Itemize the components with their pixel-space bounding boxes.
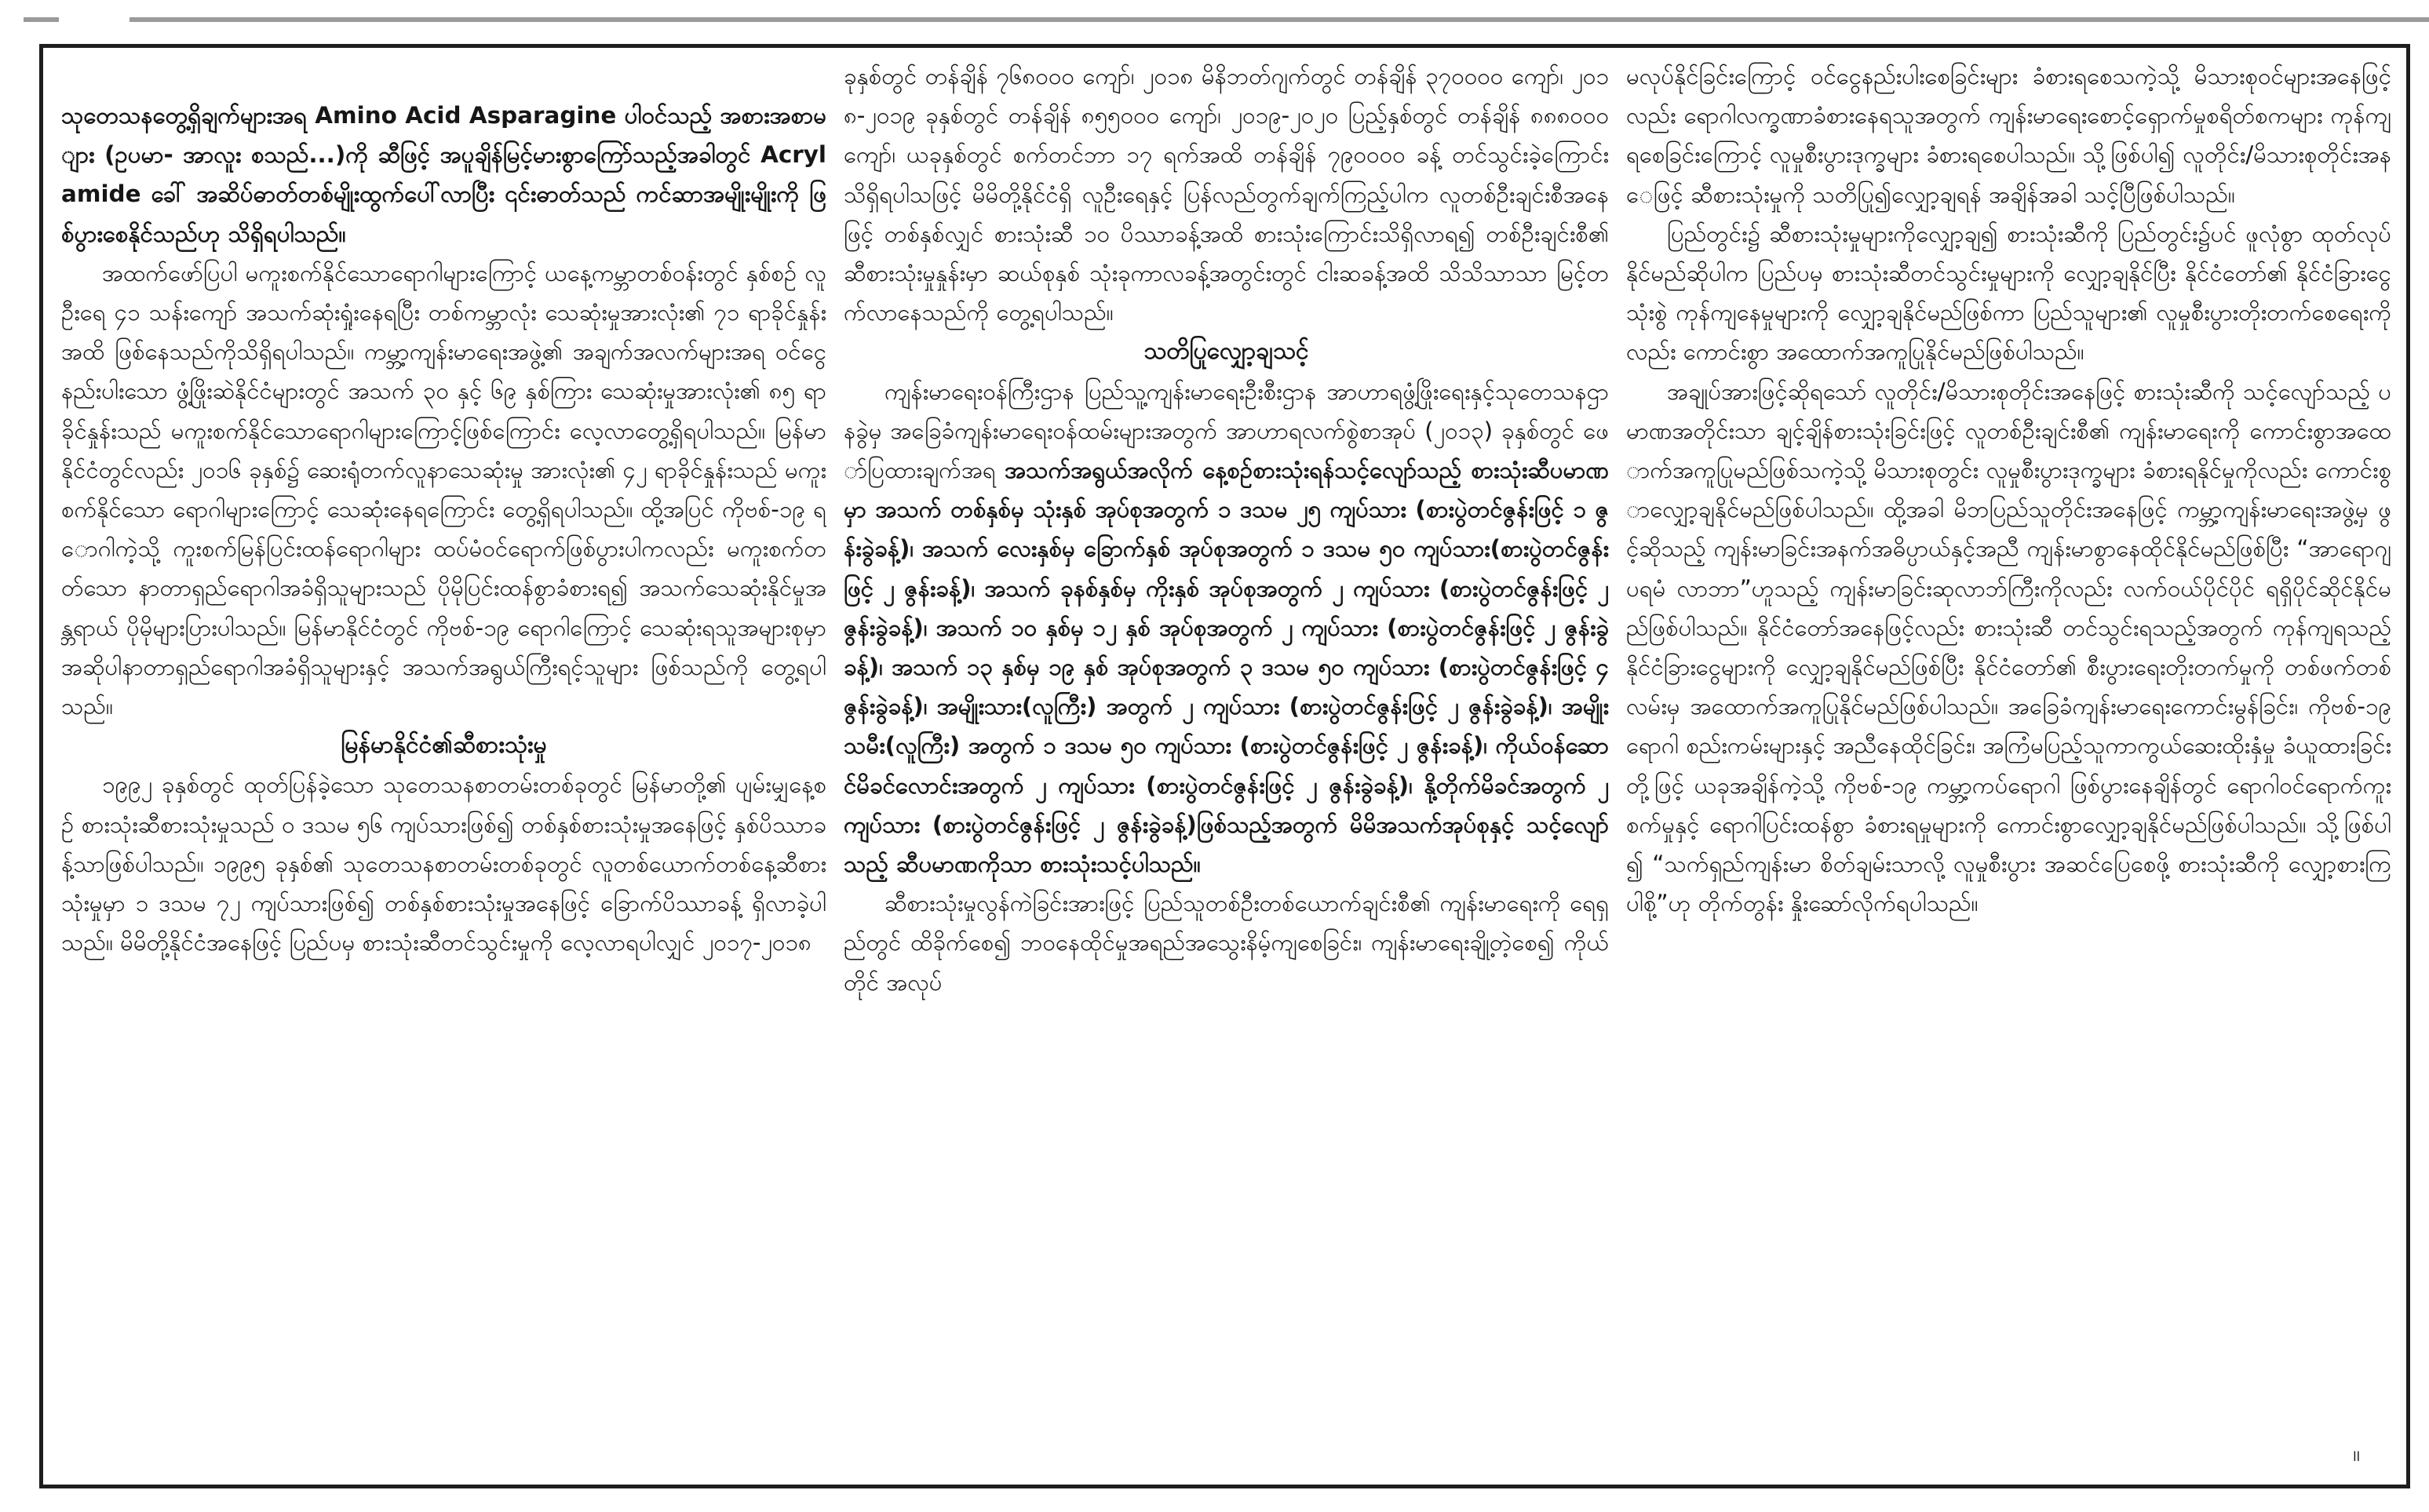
paragraph-guideline [844, 372, 1609, 884]
column-1 [61, 56, 826, 1512]
top-rule [24, 17, 2429, 22]
end-mark: ။ [2353, 1439, 2360, 1466]
paragraph-intro: သုတေသနတွေ့ရှိချက်များအရ Amino Acid Asparagine ပါဝင်သည့် အစားအစာများ (ဥပမာ- အာလူး စသည်...)ကို ဆီဖြင့် အပူချိန်မြင့်မားစွာကြော်သည့်အခါတွင် Acrylamide ခေါ် အဆိပ်ဓာတ်တစ်မျိုးထွက်ပေါ်လာပြီး ၎င်းဓာတ်သည် ကင်ဆာအမျိုးမျိုးကို ဖြစ်ပွားစေနိုင်သည်ဟု သိရှိရပါသည်။ [61, 102, 826, 247]
paragraph-family: မလုပ်နိုင်ခြင်းကြောင့် ဝင်ငွေနည်းပါးစေခြင်းများ ခံစားရစေသကဲ့သို့ မိသားစုဝင်များအနေဖြင့်လည်း ရောဂါလက္ခဏာခံစားနေရသူအတွက် ကျန်းမာရေးစောင့်ရှောက်မှုစရိတ်စကများ ကုန်ကျရစေခြင်းကြောင့် လူမှုစီးပွားဒုက္ခများ ခံစားရစေပါသည်။ သို့ဖြစ်ပါ၍ လူတိုင်း/မိသားစုတိုင်းအနေဖြင့် ဆီစားသုံးမှုကို သတိပြု၍လျှော့ချရန် အချိန်အခါ သင့်ပြီဖြစ်ပါသည်။ [1626, 63, 2391, 208]
guideline-amounts: အသက်အရွယ်အလိုက် နေ့စဉ်စားသုံးရန်သင့်လျော်သည့် စားသုံးဆီပမာဏမှာ အသက် တစ်နှစ်မှ သုံးနှစ် အုပ်စုအတွက် ၁ ဒသမ ၂၅ ကျပ်သား (စားပွဲတင်ဇွန်းဖြင့် ၁ ဇွန်းခွဲခန့်)၊ အသက် လေးနှစ်မှ ခြောက်နှစ် အုပ်စုအတွက် ၁ ဒသမ ၅၀ ကျပ်သား(စားပွဲတင်ဇွန်းဖြင့် ၂ ဇွန်းခန့်)၊ အသက် ခုနစ်နှစ်မှ ကိုးနှစ် အုပ်စုအတွက် ၂ ကျပ်သား (စားပွဲတင်ဇွန်းဖြင့် ၂ ဇွန်းခွဲခန့်)၊ အသက် ၁၀ နှစ်မှ ၁၂ နှစ် အုပ်စုအတွက် ၂ ကျပ်သား (စားပွဲတင်ဇွန်းဖြင့် ၂ ဇွန်းခွဲခန့်)၊ အသက် ၁၃ နှစ်မှ ၁၉ နှစ် အုပ်စုအတွက် ၃ ဒသမ ၅၀ ကျပ်သား (စားပွဲတင်ဇွန်းဖြင့် ၄ ဇွန်းခွဲခန့်)၊ အမျိုးသား(လူကြီး) အတွက် ၂ ကျပ်သား (စားပွဲတင်ဇွန်းဖြင့် ၂ ဇွန်းခွဲခန့်)၊ အမျိုးသမီး(လူကြီး) အတွက် ၁ ဒသမ ၅၀ ကျပ်သား (စားပွဲတင်ဇွန်းဖြင့် ၂ ဇွန်းခန့်)၊ ကိုယ်ဝန်ဆောင်မိခင်လောင်းအတွက် ၂ ကျပ်သား (စားပွဲတင်ဇွန်းဖြင့် ၂ ဇွန်းခွဲခန့်)၊ နို့တိုက်မိခင်အတွက် ၂ ကျပ်သား (စားပွဲတင်ဇွန်းဖြင့် ၂ ဇွန်းခွဲခန့်)ဖြစ်သည့်အတွက် မိမိအသက်အုပ်စုနှင့် သင့်လျော်သည့် ဆီပမာဏကိုသာ စားသုံးသင့်ပါသည်။ [844, 457, 1609, 878]
paragraph-consumption: ၁၉၉၂ ခုနှစ်တွင် ထုတ်ပြန်ခဲ့သော သုတေသနစာတမ်းတစ်ခုတွင် မြန်မာတို့၏ ပျမ်းမျှနေ့စဉ် စားသုံးဆီစားသုံးမှုသည် ဝ ဒသမ ၅၆ ကျပ်သားဖြစ်၍ တစ်နှစ်စားသုံးမှုအနေဖြင့် နှစ်ပိဿာခန့်သာဖြစ်ပါသည်။ ၁၉၉၅ ခုနှစ်၏ သုတေသနစာတမ်းတစ်ခုတွင် လူတစ်ယောက်တစ်နေ့ဆီစားသုံးမှုမှာ ၁ ဒသမ ၇၂ ကျပ်သားဖြစ်၍ တစ်နှစ်စားသုံးမှုအနေဖြင့် ခြောက်ပိဿာခန့် ရှိလာခဲ့ပါသည်။ မိမိတို့နိုင်ငံအနေဖြင့် ပြည်ပမှ စားသုံးဆီတင်သွင်းမှုကို လေ့လာရပါလျှင် ၂၀၁၇-၂၀၁၈ [61, 771, 826, 956]
column-3 [1626, 56, 2391, 1473]
paragraph-domestic: ပြည်တွင်း၌ ဆီစားသုံးမှုများကိုလျှော့ချ၍ စားသုံးဆီကို ပြည်တွင်း၌ပင် ဖူလုံစွာ ထုတ်လုပ်နိုင်မည်ဆိုပါက ပြည်ပမှ စားသုံးဆီတင်သွင်းမှုများကို လျှော့ချနိုင်ပြီး နိုင်ငံတော်၏ နိုင်ငံခြားငွေသုံးစွဲ ကုန်ကျနေမှုများကို လျှော့ချနိုင်မည်ဖြစ်ကာ ပြည်သူများ၏ လူမှုစီးပွားတိုးတက်စေရေးကိုလည်း ကောင်းစွာ အထောက်အကူပြုနိုင်မည်ဖြစ်ပါသည်။ [1626, 220, 2391, 366]
top-tab [59, 11, 129, 30]
paragraph-ncd: အထက်ဖော်ပြပါ မကူးစက်နိုင်သောရောဂါများကြောင့် ယနေ့ကမ္ဘာတစ်ဝန်းတွင် နှစ်စဉ် လူဦးရေ ၄၁ သန်းကျော် အသက်ဆုံးရှုံးနေရပြီး တစ်ကမ္ဘာလုံး သေဆုံးမှုအားလုံး၏ ၇၁ ရာခိုင်နှုန်းအထိ ဖြစ်နေသည်ကိုသိရှိရပါသည်။ ကမ္ဘာ့ကျန်းမာရေးအဖွဲ့၏ အချက်အလက်များအရ ဝင်ငွေနည်းပါးသော ဖွံ့ဖြိုးဆဲနိုင်ငံများတွင် အသက် ၃၀ နှင့် ၆၉ နှစ်ကြား သေဆုံးမှုအားလုံး၏ ၈၅ ရာခိုင်နှုန်းသည် မကူးစက်နိုင်သောရောဂါများကြောင့်ဖြစ်ကြောင်း လေ့လာတွေ့ရှိရပါသည်။ မြန်မာနိုင်ငံတွင်လည်း ၂၀၁၆ ခုနှစ်၌ ဆေးရုံတက်လူနာသေဆုံးမှု အားလုံး၏ ၄၂ ရာခိုင်နှုန်းသည် မကူးစက်နိုင်သော ရောဂါများကြောင့် သေဆုံးနေရကြောင်း တွေ့ရှိရပါသည်။ ထို့အပြင် ကိုဗစ်-၁၉ ရောဂါကဲ့သို့ ကူးစက်မြန်ပြင်းထန်ရောဂါများ ထပ်မံဝင်ရောက်ဖြစ်ပွားပါကလည်း မကူးစက်တတ်သော နာတာရှည်ရောဂါအခံရှိသူများသည် ပိုမိုပြင်းထန်စွာခံစားရ၍ အသက်သေဆုံးနိုင်မှုအန္တရာယ် ပိုမိုများပြားပါသည်။ မြန်မာနိုင်ငံတွင် ကိုဗစ်-၁၉ ရောဂါကြောင့် သေဆုံးရသူအများစုမှာ အဆိုပါနာတာရှည်ရောဂါအခံရှိသူများနှင့် အသက်အရွယ်ကြီးရင့်သူများ ဖြစ်သည်ကို တွေ့ရပါသည်။ [61, 259, 826, 720]
paragraph-imports: ခုနှစ်တွင် တန်ချိန် ၇၆၈၀၀၀ ကျော်၊ ၂၀၁၈ မိနိဘတ်ဂျက်တွင် တန်ချိန် ၃၇၀၀၀၀ ကျော်၊ ၂၀၁၈-၂၀၁၉ ခုနှစ်တွင် တန်ချိန် ၈၅၅၀၀၀ ကျော်၊ ၂၀၁၉-၂၀၂၀ ပြည့်နှစ်တွင် တန်ချိန် ၈၈၈၀၀၀ ကျော်၊ ယခုနှစ်တွင် စက်တင်ဘာ ၁၇ ရက်အထိ တန်ချိန် ၇၉၀၀၀၀ ခန့် တင်သွင်းခဲ့ကြောင်း သိရှိရပါသဖြင့် မိမိတို့နိုင်ငံရှိ လူဦးရေနှင့် ပြန်လည်တွက်ချက်ကြည့်ပါက လူတစ်ဦးချင်းစီအနေဖြင့် တစ်နှစ်လျှင် စားသုံးဆီ ၁၀ ပိဿာခန့်အထိ စားသုံးကြောင်းသိရှိလာရ၍ တစ်ဦးချင်းစီ၏ ဆီစားသုံးမှုနှုန်းမှာ ဆယ်စုနှစ် သုံးခုကာလခန့်အတွင်းတွင် ငါးဆခန့်အထိ သိသိသာသာ မြင့်တက်လာနေသည်ကို တွေ့ရပါသည်။ [844, 63, 1609, 326]
section-heading-reduce: သတိပြုလျှော့ချသင့် [1143, 337, 1309, 366]
section-heading-myanmar-oil: မြန်မာနိုင်ငံ၏ဆီစားသုံးမှု [341, 731, 547, 760]
paragraph-harm: ဆီစားသုံးမှုလွန်ကဲခြင်းအားဖြင့် ပြည်သူတစ်ဦးတစ်ယောက်ချင်းစီ၏ ကျန်းမာရေးကို ရေရှည်တွင် ထိခိုက်စေ၍ ဘဝနေထိုင်မှုအရည်အသွေးနိမ့်ကျစေခြင်း၊ ကျန်းမာရေးချို့တဲ့စေ၍ ကိုယ်တိုင် အလုပ် [844, 890, 1609, 996]
paragraph-conclusion: အချုပ်အားဖြင့်ဆိုရသော် လူတိုင်း/မိသားစုတိုင်းအနေဖြင့် စားသုံးဆီကို သင့်လျော်သည့် ပမာဏအတိုင်းသာ ချင့်ချိန်စားသုံးခြင်းဖြင့် လူတစ်ဦးချင်းစီ၏ ကျန်းမာရေးကို ကောင်းစွာအထောက်အကူပြုမည်ဖြစ်သကဲ့သို့ မိသားစုတွင်း လူမှုစီးပွားဒုက္ခများ ခံစားရနိုင်မှုကိုလည်း ကောင်းစွာလျှော့ချနိုင်မည်ဖြစ်ပါသည်။ ထို့အခါ မိဘပြည်သူတိုင်းအနေဖြင့် ကမ္ဘာ့ကျန်းမာရေးအဖွဲ့မှ ဖွင့်ဆိုသည့် ကျန်းမာခြင်းအနက်အဓိပ္ပာယ်နှင့်အညီ ကျန်းမာစွာနေထိုင်နိုင်မည်ဖြစ်ပြီး “အာရောဂျ ပရမံ လာဘာ”ဟူသည့် ကျန်းမာခြင်းဆုလာဘ်ကြီးကိုလည်း လက်ဝယ်ပိုင်ပိုင် ရရှိပိုင်ဆိုင်နိုင်မည်ဖြစ်ပါသည်။ နိုင်ငံတော်အနေဖြင့်လည်း စားသုံးဆီ တင်သွင်းရသည့်အတွက် ကုန်ကျရသည့် နိုင်ငံခြားငွေများကို လျှော့ချနိုင်မည်ဖြစ်ပြီး နိုင်ငံတော်၏ စီးပွားရေးတိုးတက်မှုကို တစ်ဖက်တစ်လမ်းမှ အထောက်အကူပြုနိုင်မည်ဖြစ်ပါသည်။ အခြေခံကျန်းမာရေးကောင်းမွန်ခြင်း၊ ကိုဗစ်-၁၉ ရောဂါ စည်းကမ်းများနှင့် အညီနေထိုင်ခြင်း၊ အကြံမပြည့်သူကာကွယ်ဆေးထိုးနှံမှု ခံယူထားခြင်းတို့ဖြင့် ယခုအချိန်ကဲ့သို့ ကိုဗစ်-၁၉ ကမ္ဘာ့ကပ်ရောဂါ ဖြစ်ပွားနေချိန်တွင် ရောဂါဝင်ရောက်ကူးစက်မှုနှင့် ရောဂါပြင်းထန်စွာ ခံစားရမှုများကို ကောင်းစွာလျှော့ချနိုင်မည်ဖြစ်ပါသည်။ သို့ဖြစ်ပါ၍ “သက်ရှည်ကျန်းမာ စိတ်ချမ်းသာလို့ လူမှုစီးပွား အဆင်ပြေစေဖို့ စားသုံးဆီကို လျှော့စားကြပါစို့”ဟု တိုက်တွန်း နှိုးဆော်လိုက်ရပါသည်။ [1626, 377, 2391, 917]
guideline-intro: ကျန်းမာရေးဝန်ကြီးဌာန ပြည်သူ့ကျန်းမာရေးဦးစီးဌာန အာဟာရဖွံ့ဖြိုးရေးနှင့်သုတေသနဌာနခွဲမှ အခြေခံကျန်းမာရေးဝန်ထမ်းများအတွက် အာဟာရလက်စွဲစာအုပ် (၂၀၁၃) ခုနှစ်တွင် ဖော်ပြထားချက်အရ [844, 377, 1609, 484]
column-2 [844, 56, 1609, 1473]
